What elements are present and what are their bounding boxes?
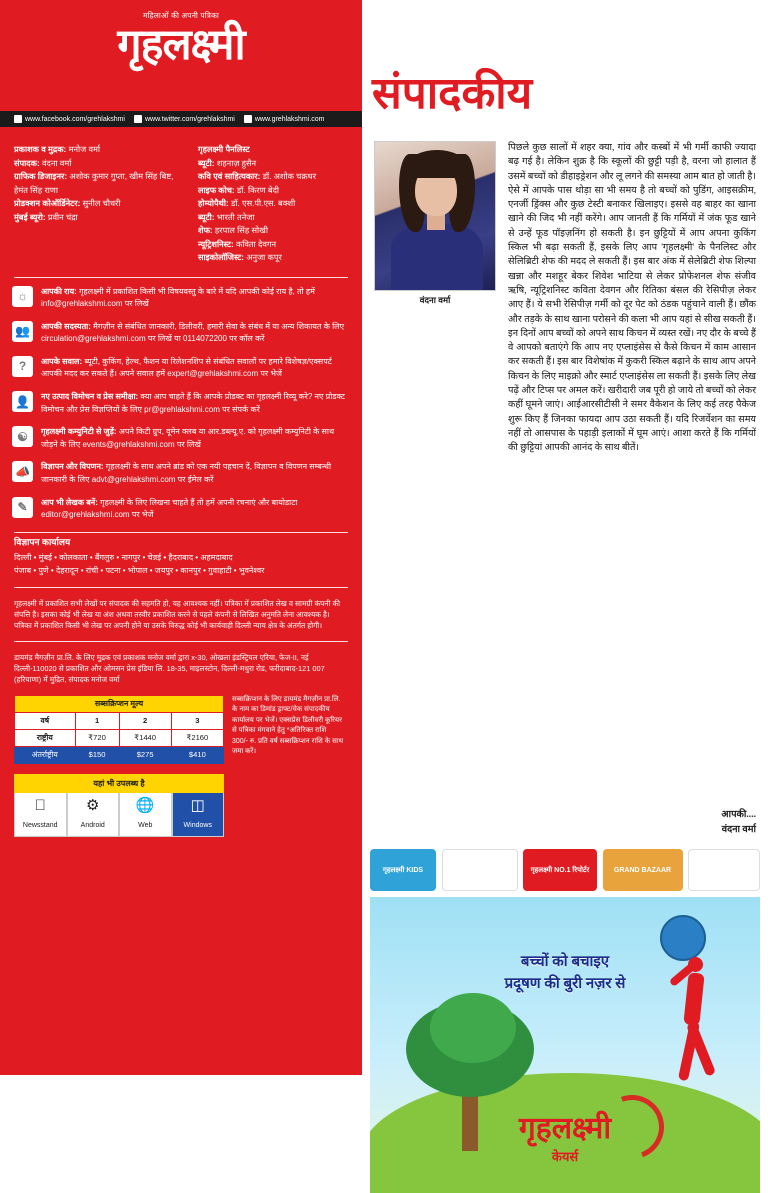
- credit-row: [14, 143, 186, 157]
- credit-label: संपादक:: [14, 158, 40, 168]
- panelist-row: [198, 251, 348, 265]
- credits-block: [0, 127, 362, 271]
- divider: [14, 277, 348, 278]
- editor-photo-block: [374, 141, 496, 306]
- panelist-value: हरपाल सिंह सोखी: [214, 226, 268, 235]
- panelist-value: अनुजा कपूर: [246, 253, 282, 262]
- website-label: www.grehlakshmi.com: [254, 115, 325, 123]
- facebook-link[interactable]: [14, 115, 125, 123]
- availability-label: Windows: [183, 821, 212, 829]
- contact-text: गृहलक्ष्मी के साथ अपने ब्रांड को एक नयी पहचान दें, विज्ञापन व विपणन सम्बन्धी जानकारी के लिए advt@grehlakshmi.com पर ईमेल करें: [41, 462, 332, 485]
- users-icon: 👥: [12, 321, 33, 342]
- credit-row: [14, 157, 186, 171]
- credit-label: ग्राफिक डिजाइनर:: [14, 172, 68, 181]
- divider: [14, 532, 348, 533]
- ads-office-cities: [0, 551, 362, 577]
- masthead: [0, 0, 362, 127]
- panelist-value: डॉ. किरण बेदी: [236, 185, 280, 195]
- panelist-value: डॉ. एस.पी.एस. बक्शी: [231, 199, 296, 208]
- cell: $410: [171, 746, 223, 763]
- panelist-value: डॉ. अशोक चक्रधर: [262, 172, 317, 181]
- cell: ₹1440: [119, 729, 171, 746]
- city-line-2: पंजाब • पुणे • देहरादून • रांची • पटना • भोपाल • जयपुर • कानपुर • गुवाहाटी • भुवनेश्वर: [14, 565, 265, 575]
- editorial-column: [362, 127, 768, 1164]
- ad-slogan: [370, 951, 760, 995]
- availability-item-newsstand[interactable]: [14, 793, 67, 837]
- contact-text: गृहलक्ष्मी के लिए लिखना चाहते हैं तो हमें अपनी रचनाएं और बायोडाटा editor@grehlakshmi.com पर भेजें: [41, 497, 298, 520]
- contact-title: गृहलक्ष्मी कम्युनिटी से जुड़ें:: [41, 427, 117, 437]
- facebook-icon: [14, 115, 22, 123]
- globe-icon: [244, 115, 252, 123]
- divider: [14, 587, 348, 588]
- masthead-logo: गृहलक्ष्मी: [117, 22, 245, 69]
- city-line-1: दिल्ली • मुंबई • कोलकाता • बैंगलुरु • नागपुर • चेन्नई • हैदराबाद • अहमदाबाद: [14, 552, 233, 562]
- panelist-row: [198, 170, 348, 184]
- col-header-year: वर्ष: [15, 712, 76, 729]
- contact-title: नए उत्पाद विमोचन व प्रेस समीक्षा:: [41, 392, 139, 402]
- website-link[interactable]: [244, 115, 325, 123]
- table-row: [15, 746, 224, 763]
- contact-title: आपके सवाल:: [41, 356, 83, 366]
- col-header-2: 2: [119, 712, 171, 729]
- masthead-info-column: [0, 127, 362, 1075]
- person-icon: 👤: [12, 391, 33, 412]
- panelist-value: शहनाज़ हुसैन: [216, 158, 257, 168]
- subscription-note: सब्सक्रिप्शन के लिए डायमंड मैगज़ीन प्रा.लि. के नाम का डिमांड ड्राफ्ट/चेक संपादकीय कार्यालय पर भेजें। एक्सप्रेस डिलीवरी कूरियर से पत्रिका मंगवाने हेतु *अतिरिक्त राशि 300/- रु. प्रति वर्ष सब्सक्रिप्शन राशि के साथ जमा करें।: [232, 695, 344, 756]
- photo-shape-hair-top: [409, 150, 465, 178]
- contact-text: ब्यूटी, कुकिंग, हेल्थ, फैशन या रिलेशनशिप से संबंधित सवालों पर हमारे विशेषज्ञ/एक्सपर्ट आपकी मदद कर सकते हैं। अपने सवाल हमें expert@grehlakshmi.com पर भेजें: [41, 356, 332, 379]
- credit-label: मुंबई ब्यूरो:: [14, 212, 46, 222]
- editorial-signoff: [508, 807, 756, 837]
- availability-label: Newsstand: [22, 805, 58, 813]
- subscription-table: [14, 695, 224, 764]
- cares-logo: [370, 1106, 760, 1165]
- contact-row-feedback: [12, 286, 350, 311]
- question-icon: ?: [12, 356, 33, 377]
- credit-value: वंदना वर्मा: [41, 158, 72, 168]
- grand-bazaar-logo[interactable]: GRAND BAZAAR: [603, 849, 683, 891]
- grehlakshmi-logo[interactable]: गृहलक्ष्मी: [442, 849, 518, 891]
- panelist-label: ब्यूटी:: [198, 158, 215, 168]
- credit-label: प्रकाशक व मुद्रक:: [14, 145, 67, 154]
- contact-row-community: [12, 426, 350, 451]
- credit-value: सुनील चौधरी: [82, 199, 121, 208]
- credit-row: [14, 170, 186, 197]
- contact-row-writers: [12, 497, 350, 522]
- panelist-label: शेफ:: [198, 226, 213, 235]
- credit-row: [14, 211, 186, 225]
- availability-item-web[interactable]: [119, 793, 172, 837]
- panelist-label: कवि एवं साहित्यकार:: [198, 172, 261, 181]
- contact-row-advertising: [12, 461, 350, 486]
- photo-shape-body: [391, 224, 483, 291]
- contact-text: अपने किटी ग्रुप, वूमेन क्लब या आर.डब्ल्यू.ए. को गृहलक्ष्मी कम्युनिटी के साथ जोड़ने के लिए events@grehlakshmi.com पर लिखें: [41, 427, 335, 449]
- windows-icon: ◫: [190, 796, 205, 814]
- panelist-value: भारती तनेजा: [216, 212, 255, 222]
- panelist-label: ब्यूटी:: [198, 212, 215, 222]
- cell: ₹2160: [171, 729, 223, 746]
- col-header-1: 1: [75, 712, 119, 729]
- twitter-link[interactable]: [134, 115, 235, 123]
- panelist-label: लाइफ कोच:: [198, 185, 235, 195]
- credit-value: मनोज वर्मा: [68, 145, 101, 154]
- ad-slogan-line-1: बच्चों को बचाइए: [520, 954, 610, 970]
- editor-photo: [374, 141, 496, 291]
- masthead-tagline: महिलाओं की अपनी पत्रिका: [143, 11, 219, 20]
- table-row: [15, 729, 224, 746]
- contact-title: आप भी लेखक बनें:: [41, 497, 98, 507]
- twitter-label: www.twitter.com/grehlakshmi: [145, 115, 235, 123]
- signoff-line-1: आपकी....: [721, 809, 756, 820]
- lightbulb-icon: ☼: [12, 286, 33, 307]
- credits-column-2: [198, 143, 348, 265]
- imprint-text: डायमंड मैगज़ीन प्रा.लि. के लिए मुद्रक एवं प्रकाशक मनोज वर्मा द्वारा x-30, ओखला इंडस्ट्रियल एरिया, फेज-II, नई दिल्ली-110020 से प्रकाशित और ओमसन प्रेस इंडिया लि. 18-35, माइलस्टोन, दिल्ली-मथुरा रोड, फरीदाबाद-121 007 (हरियाणा) में मुद्रित, संपादक मनोज वर्मा: [14, 652, 325, 684]
- page-title: संपादकीय: [372, 69, 533, 118]
- availability-item-windows[interactable]: [172, 793, 225, 837]
- panelist-row: [198, 197, 348, 211]
- cares-advertisement: [370, 897, 760, 1193]
- row-label-international: अंतर्राष्ट्रीय: [15, 746, 76, 763]
- panelist-label: न्यूट्रिशनिस्ट:: [198, 239, 234, 249]
- chatori-grehlakshmi-logo[interactable]: Chatori गृहलक्ष्मी: [688, 849, 760, 891]
- cell: ₹720: [75, 729, 119, 746]
- panelist-row: [198, 238, 348, 252]
- row-label-national: राष्ट्रीय: [15, 729, 76, 746]
- social-bar: [0, 111, 362, 127]
- contact-text: गृहलक्ष्मी में प्रकाशित किसी भी विषयवस्तु के बारे में यदि आपकी कोई राय है, तो हमें info@grehlakshmi.com पर लिखें: [41, 286, 315, 309]
- credit-value: अशोक कुमार गुप्ता, खीम सिंह बिष्ट, हेमंत सिंह राणा: [14, 172, 174, 195]
- community-icon: ☯: [12, 426, 33, 447]
- credit-value: प्रवीन चंद्रा: [47, 212, 78, 222]
- grehlakshmi-kids-logo[interactable]: गृहलक्ष्मी KIDS: [370, 849, 436, 891]
- subscription-block: [0, 685, 362, 764]
- signoff-line-2: वंदना वर्मा: [721, 824, 756, 835]
- megaphone-icon: 📣: [12, 461, 33, 482]
- contact-title: आपकी राय:: [41, 286, 77, 296]
- cares-logo-main: गृहलक्ष्मी: [518, 1112, 612, 1145]
- pencil-icon: ✎: [12, 497, 33, 518]
- editorial-body: [508, 141, 756, 456]
- contact-text: मैगज़ीन से संबंधित जानकारी, डिलीवरी, हमारी सेवा के संबंध में या अन्य शिकायत के लिए circulation@grehlakshmi.com पर लिखें या 0114072200 पर कॉल करें: [41, 321, 345, 344]
- apple-icon: [15, 798, 66, 814]
- credits-column-1: [14, 143, 186, 265]
- availability-label: Android: [80, 821, 105, 829]
- cares-logo-sub: केयर्स: [551, 1149, 579, 1164]
- contact-title: आपकी सदस्यता:: [41, 321, 91, 331]
- ad-slogan-line-2: प्रदूषण की बुरी नज़र से: [504, 976, 626, 992]
- panelist-label: होम्योपैथी:: [198, 199, 229, 208]
- twitter-icon: [134, 115, 142, 123]
- panelist-value: कविता देवगन: [235, 239, 277, 249]
- contact-text: क्या आप चाहते हैं कि आपके प्रोडक्ट का गृहलक्ष्मी रिव्यू करे? नए प्रोडक्ट विमोचन और प्रेस विज्ञप्तियों के लिए pr@grehlakshmi.com पर संपर्क करें: [41, 392, 345, 414]
- panelist-row: [198, 184, 348, 198]
- contact-title: विज्ञापन और विपणन:: [41, 462, 104, 472]
- contact-list: [0, 278, 362, 522]
- disclaimer-text: गृहलक्ष्मी में प्रकाशित सभी लेखों पर संपादक की सहमति हो, यह आवश्यक नहीं। पत्रिका में प्रकाशित लेख व सामग्री कंपनी की संपत्ति है। इसका कोई भी लेख या अंश अथवा तस्वीर प्रकाशित करने से पहले कंपनी से लिखित अनुमति लेना आवश्यक है। पत्रिका में प्रकाशित किसी भी लेख पर अपनी होने या उसके विरुद्ध कोई भी कार्यवाही दिल्ली न्याय क्षेत्र के अंतर्गत होगी।: [14, 598, 341, 630]
- panelist-row: [198, 157, 348, 171]
- panelist-row: [198, 211, 348, 225]
- credit-row: [14, 197, 186, 211]
- facebook-label: www.facebook.com/grehlakshmi: [25, 115, 125, 123]
- cell: $275: [119, 746, 171, 763]
- availability-item-android[interactable]: [67, 793, 120, 837]
- availability-title: यहां भी उपलब्ध है: [14, 774, 224, 793]
- subscription-title: सब्सक्रिप्शन मूल्य: [15, 695, 224, 712]
- divider: [14, 641, 348, 642]
- panelist-row: [198, 224, 348, 238]
- availability-block: [14, 774, 224, 837]
- contact-row-questions: [12, 356, 350, 381]
- cell: $150: [75, 746, 119, 763]
- contact-row-press: [12, 391, 350, 416]
- globe-icon: 🌐: [135, 796, 155, 814]
- availability-label: Web: [138, 821, 153, 829]
- grehlakshmi-no1-logo[interactable]: गृहलक्ष्मी NO.1 रिपोर्टर: [523, 849, 597, 891]
- ads-office-title: विज्ञापन कार्यालय: [14, 536, 71, 547]
- panelist-title: गृहलक्ष्मी पैनलिस्ट: [198, 145, 250, 154]
- col-header-3: 3: [171, 712, 223, 729]
- contact-row-subscription: [12, 321, 350, 346]
- ad-shape-tree-foliage-top: [430, 993, 516, 1063]
- android-icon: ⚙: [86, 796, 100, 814]
- credit-label: प्रोडक्शन कोऑर्डिनेटर:: [14, 199, 81, 208]
- editorial-paragraph: पिछले कुछ सालों में शहर क्या, गांव और कस्बों में भी गर्मी काफी ज्यादा बढ़ गई है। लेकिन शुक्र है कि स्कूलों की छुट्टी पड़ी है, वरना जो हालात हैं उसमें बच्चों को डीहाइड्रेशन और लू लगने की समस्या आम बात हो जाती है। ऐसे में आपके पास थोड़ा सा भी समय है तो बच्चों को पुडिंग, आइसक्रीम, एनर्जी ड्रिंक्स और कुछ टेस्टी बनाकर खिलाइए। इससे वह बाहर का खाना खाने की जिद भी नहीं करेंगे। आप जानती हैं कि गर्मियों में जंक फूड खाने से उन्हें फूड पॉइज़निंग हो सकती है। इन छुट्टियों में आप अपना कुकिंग स्किल भी बढ़ा सकती हैं, इसके लिए आप 'गृहलक्ष्मी' के पैनलिस्ट और सेलिब्रिटी शेफ की मदद ले सकती हैं। इस बार अंक में सेलेब्रिटी शेफ शिल्पा खन्ना और मशहूर बेकर शिवेश भाटिया से लेकर प्रोफेशनल शेफ संजीव ऋषि, न्यूट्रिशनिस्ट कविता देवगन और रितिका बंसल की रेसिपीज़ लेकर आए हैं। ये सभी रेसिपीज़ गर्मी को दूर पेट को ठंडक पहुंचाने वाली हैं। छौंक और तड़के के साथ खाना परोसने की कला भी आप यहां से सीख सकती हैं। इन दिनों आप बच्चों को अपने साथ किचन में व्यस्त रखें। नए दौर के बच्चे हैं वे आपको बताएंगे कि आप नए एप्लाइंसेस से कैसे किचन में काम आसान कर सकती हैं। इस बार विशेषांक में कुकरी स्किल बढ़ाने के साथ आप अपने किचन के लिए माइक्रो और स्मार्ट एप्लाइंसेस ला सकती हैं। इसके लिए लेख पढ़ें और टिप्स पर अमल करें। खरीदारी जब पूरी हो जाये तो बच्चों को लेकर कहीं घूमने जाएं। आईआरसीटीसी ने समर वैकेशन के लिए कई तरह पैकेज शुरू किए हैं जिनका फायदा आप उठा सकती हैं। यदि रिजर्वेशन का समय नहीं तो आसपास के पहाड़ी इलाकों में घूम आएं। आशा करते हैं कि गर्मियों की छुट्टियां आपकी आनंद के साथ बीतें।: [508, 142, 756, 454]
- brand-logo-strip: [370, 845, 760, 895]
- page-heading-area: [362, 0, 768, 127]
- editor-photo-caption: वंदना वर्मा: [419, 295, 451, 305]
- panelist-label: साइकोलॉजिस्ट:: [198, 253, 244, 262]
